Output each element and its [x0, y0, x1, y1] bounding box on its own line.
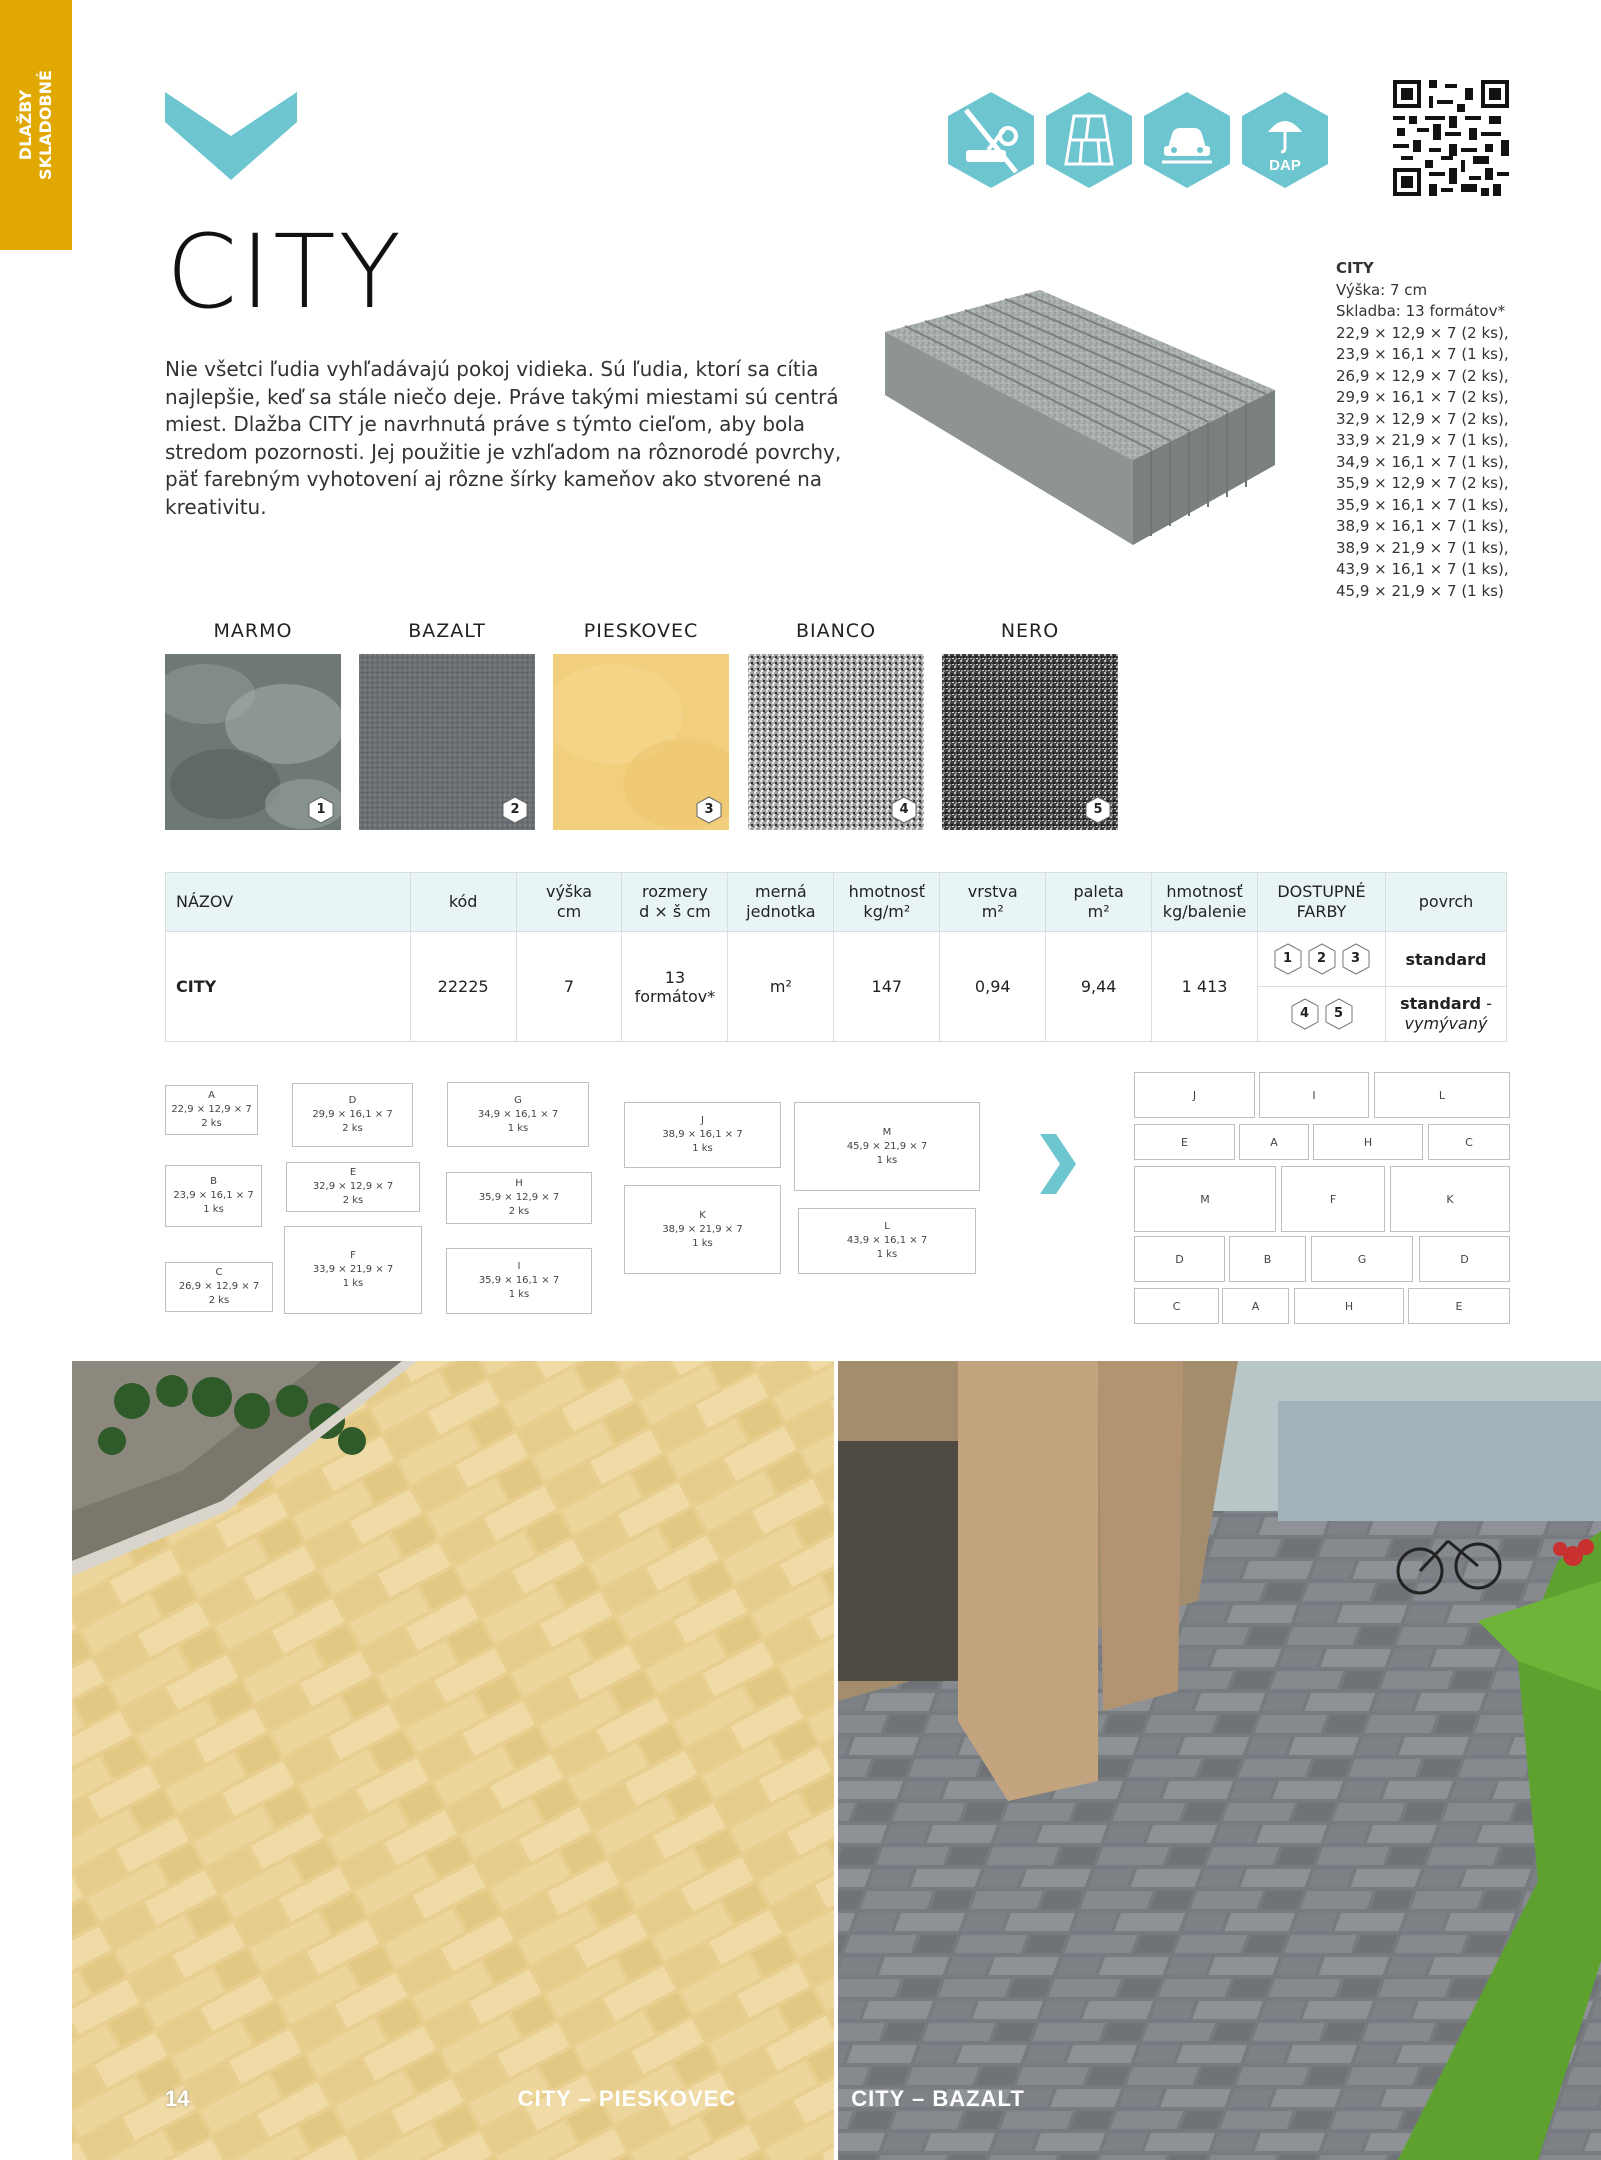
- product-specs: [1336, 258, 1566, 602]
- format-box-e: E 32,9 × 12,9 × 7 2 ks: [286, 1162, 420, 1212]
- color-chip: 5: [1324, 998, 1354, 1030]
- qr-code-icon[interactable]: [1393, 80, 1509, 196]
- layout-box: A: [1239, 1124, 1309, 1160]
- col-header-layer: vrstva m²: [940, 873, 1046, 932]
- cell-surface-standard: standard: [1385, 932, 1506, 987]
- swatch-nero: [942, 654, 1118, 830]
- swatch-number-badge: 2: [501, 796, 529, 824]
- col-header-surface: povrch: [1385, 873, 1506, 932]
- paving-stone-render: [885, 290, 1275, 545]
- spec-format: 32,9 × 12,9 × 7 (2 ks),: [1336, 409, 1509, 428]
- swatch-pieskovec: [553, 654, 729, 830]
- format-box-f: F 33,9 × 21,9 × 7 1 ks: [284, 1226, 422, 1314]
- format-box-k: K 38,9 × 21,9 × 7 1 ks: [624, 1185, 781, 1274]
- cell-height: 7: [516, 932, 622, 1042]
- swatch-marmo: [165, 654, 341, 830]
- layout-box: H: [1313, 1124, 1423, 1160]
- spec-format: 43,9 × 16,1 × 7 (1 ks),: [1336, 560, 1509, 578]
- intro-text: Nie všetci ľudia vyhľadávajú pokoj vidieka. Sú ľudia, ktorí sa cítia najlepšie, keď sa stále niečo deje. Práve takými miestami sú centrá miest. Dlažba CITY je navrhnutá práve s týmto cieľom, aby bola stredom pozornosti. Jej použitie je vzhľadom na rôznorodé povrchy, päť farebným vyhotovení aj rôzne šírky kameňov ako stvorené na kreativitu.: [165, 357, 842, 519]
- color-chip: 2: [1307, 943, 1337, 975]
- spec-format: 26,9 × 12,9 × 7 (2 ks),: [1336, 366, 1509, 385]
- section-tab-line1: DLAŽBY: [16, 89, 35, 161]
- spec-format: 29,9 × 16,1 × 7 (2 ks),: [1336, 388, 1509, 406]
- table-header-row: [166, 873, 1507, 932]
- swatch-number-badge: 5: [1084, 796, 1112, 824]
- spec-format: 23,9 × 16,1 × 7 (1 ks),: [1336, 345, 1509, 363]
- cell-pallet: 9,44: [1046, 932, 1152, 1042]
- format-box-g: G 34,9 × 16,1 × 7 1 ks: [447, 1082, 589, 1147]
- format-box-c: C 26,9 × 12,9 × 7 2 ks: [165, 1262, 273, 1312]
- swatch-number-badge: 3: [695, 796, 723, 824]
- layout-box: J: [1134, 1072, 1255, 1118]
- color-chip: 4: [1290, 998, 1320, 1030]
- layout-box: G: [1311, 1236, 1413, 1282]
- color-chip: 1: [1273, 943, 1303, 975]
- layout-box: F: [1281, 1166, 1385, 1232]
- col-header-colors: DOSTUPNÉ FARBY: [1258, 873, 1386, 932]
- format-box-m: M 45,9 × 21,9 × 7 1 ks: [794, 1102, 980, 1191]
- format-box-l: L 43,9 × 16,1 × 7 1 ks: [798, 1208, 976, 1274]
- spec-layout: Skladba: 13 formátov*: [1336, 302, 1506, 320]
- cell-colors-washed: [1258, 987, 1386, 1042]
- cell-colors-standard: [1258, 932, 1386, 987]
- format-box-h: H 35,9 × 12,9 × 7 2 ks: [446, 1172, 592, 1224]
- dap-umbrella-icon: [1242, 92, 1328, 188]
- spec-format: 22,9 × 12,9 × 7 (2 ks),: [1336, 323, 1509, 342]
- spec-format: 35,9 × 12,9 × 7 (2 ks),: [1336, 474, 1509, 492]
- table-row: [166, 932, 1507, 987]
- format-box-d: D 29,9 × 16,1 × 7 2 ks: [292, 1083, 413, 1147]
- cell-dims: 13 formátov*: [622, 932, 728, 1042]
- no-heavy-traffic-icon: [948, 92, 1034, 188]
- spec-format: 38,9 × 21,9 × 7 (1 ks),: [1336, 538, 1509, 557]
- page-title: CITY: [166, 213, 404, 332]
- layout-box: D: [1419, 1236, 1510, 1282]
- cell-layer: 0,94: [940, 932, 1046, 1042]
- layout-box: M: [1134, 1166, 1276, 1232]
- layout-box: B: [1229, 1236, 1306, 1282]
- chevron-right-icon: [1040, 1134, 1076, 1194]
- spec-format: 35,9 × 16,1 × 7 (1 ks),: [1336, 495, 1509, 514]
- layout-box: E: [1134, 1124, 1235, 1160]
- layout-box: C: [1428, 1124, 1510, 1160]
- col-header-unit: merná jednotka: [728, 873, 834, 932]
- spec-format: 33,9 × 21,9 × 7 (1 ks),: [1336, 431, 1509, 449]
- dap-label: DAP: [1269, 157, 1301, 174]
- section-tab: [0, 0, 72, 250]
- color-chip: 3: [1341, 943, 1371, 975]
- format-box-i: I 35,9 × 16,1 × 7 1 ks: [446, 1248, 592, 1314]
- layout-box: L: [1374, 1072, 1510, 1118]
- layout-box: I: [1259, 1072, 1369, 1118]
- col-header-dims: rozmery d × š cm: [622, 873, 728, 932]
- page-number: 14: [165, 2086, 190, 2111]
- layout-box: A: [1222, 1288, 1289, 1324]
- col-header-code: kód: [410, 873, 516, 932]
- swatch-number-badge: 4: [890, 796, 918, 824]
- swatch-bazalt: [359, 654, 535, 830]
- cell-name: CITY: [166, 932, 411, 1042]
- col-header-height: výška cm: [516, 873, 622, 932]
- spec-format: 34,9 × 16,1 × 7 (1 ks),: [1336, 452, 1509, 471]
- layout-box: H: [1294, 1288, 1404, 1324]
- swatch-label-bazalt: BAZALT: [408, 620, 486, 642]
- col-header-weight: hmotnosť kg/m²: [834, 873, 940, 932]
- format-box-a: A 22,9 × 12,9 × 7 2 ks: [165, 1085, 258, 1135]
- col-header-name: NÁZOV: [166, 873, 411, 932]
- swatch-label-pieskovec: PIESKOVEC: [583, 620, 699, 642]
- spec-name: CITY: [1336, 259, 1374, 277]
- paving-pattern-icon: [1046, 92, 1132, 188]
- chevron-logo-icon: [165, 92, 297, 180]
- swatch-label-nero: NERO: [1000, 620, 1060, 642]
- cell-code: 22225: [410, 932, 516, 1042]
- swatch-label-marmo: MARMO: [213, 620, 293, 642]
- cell-pack-weight: 1 413: [1152, 932, 1258, 1042]
- format-box-b: B 23,9 × 16,1 × 7 1 ks: [165, 1165, 262, 1227]
- photo-caption-left: CITY – PIESKOVEC: [517, 2086, 737, 2111]
- layout-box: C: [1134, 1288, 1219, 1324]
- cell-weight: 147: [834, 932, 940, 1042]
- swatch-number-badge: 1: [307, 796, 335, 824]
- section-tab-line2: SKLADOBNÉ: [36, 70, 55, 180]
- spec-height: Výška: 7 cm: [1336, 280, 1428, 299]
- cell-surface-washed: standard - vymývaný: [1385, 987, 1506, 1042]
- spec-format: 38,9 × 16,1 × 7 (1 ks),: [1336, 517, 1509, 535]
- spec-format: 45,9 × 21,9 × 7 (1 ks): [1336, 581, 1504, 600]
- photo-pieskovec: [72, 1361, 834, 2160]
- col-header-pack-weight: hmotnosť kg/balenie: [1152, 873, 1258, 932]
- layout-box: E: [1408, 1288, 1510, 1324]
- cell-unit: m²: [728, 932, 834, 1042]
- photo-caption-right: CITY – BAZALT: [851, 2086, 1025, 2111]
- product-table: [165, 872, 1507, 1042]
- layout-box: K: [1390, 1166, 1510, 1232]
- photo-bazalt: [838, 1361, 1601, 2160]
- swatch-label-bianco: BIANCO: [795, 620, 877, 642]
- swatch-bianco: [748, 654, 924, 830]
- format-box-j: J 38,9 × 16,1 × 7 1 ks: [624, 1102, 781, 1168]
- layout-box: D: [1134, 1236, 1225, 1282]
- col-header-pallet: paleta m²: [1046, 873, 1152, 932]
- car-traffic-icon: [1144, 92, 1230, 188]
